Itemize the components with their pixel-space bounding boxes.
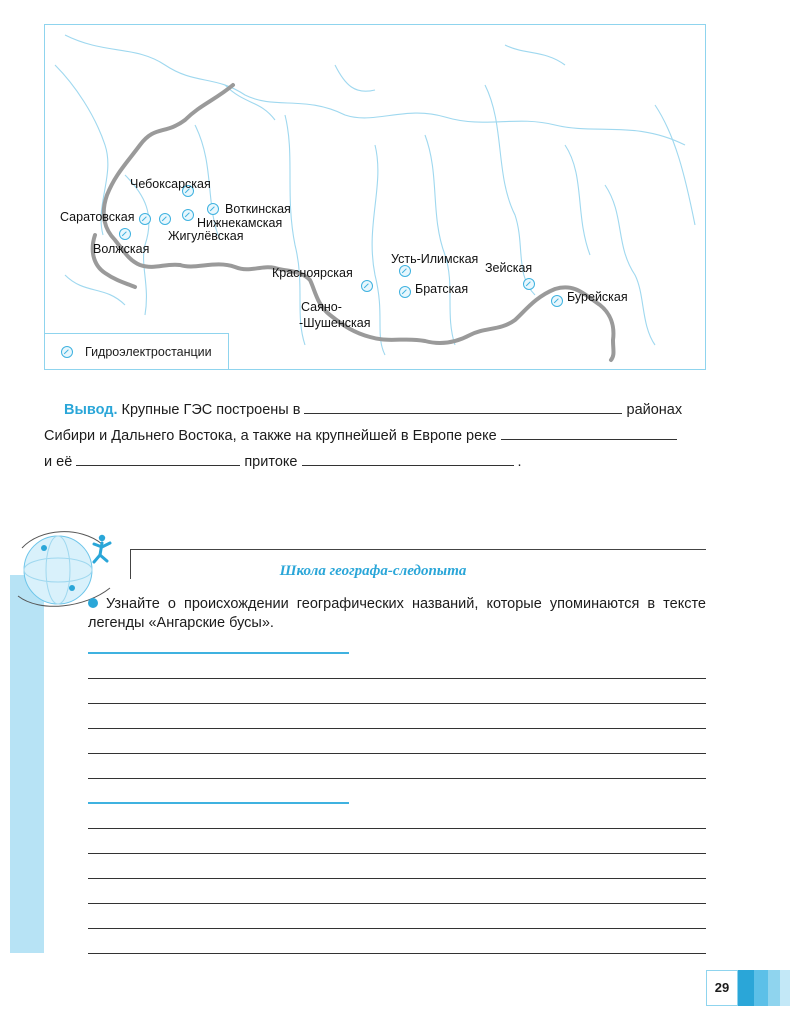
conclusion-text-2: районах [626, 402, 683, 418]
answer-line[interactable] [88, 828, 706, 829]
conclusion-text-4: и её [44, 454, 73, 470]
answer-line[interactable] [88, 778, 706, 779]
task-text [88, 595, 706, 633]
hes-marker-krasnoyarsk [361, 280, 373, 292]
page-strip-2 [754, 970, 768, 1006]
bullet-icon [88, 598, 98, 608]
hes-marker-saratov [139, 213, 151, 225]
page-strip-1 [738, 970, 754, 1006]
map-frame [44, 24, 706, 370]
map-legend [45, 333, 229, 369]
blank-tributary-name[interactable] [302, 455, 514, 466]
page-number-area [706, 970, 790, 1006]
label-ust-ilimskaya: Усть-Илимская [391, 252, 479, 266]
hes-legend-icon [61, 346, 73, 358]
hes-marker-bratsk [399, 286, 411, 298]
conclusion-text-6: . [517, 454, 522, 470]
answer-line[interactable] [88, 703, 706, 704]
legend-label: Гидроэлектростанции [85, 345, 212, 359]
answer-heading-line-1[interactable] [88, 652, 349, 654]
hes-marker-votkinsk [207, 203, 219, 215]
answer-heading-line-2[interactable] [88, 802, 349, 804]
hes-marker-bureya [551, 295, 563, 307]
label-sayano: Саяно- [301, 300, 342, 314]
blank-river[interactable] [501, 429, 677, 440]
hes-marker-ust-ilimsk [399, 265, 411, 277]
label-nizhnekamskaya: Нижнекамская [197, 216, 283, 230]
hes-marker-volzhskaya [119, 228, 131, 240]
answer-line[interactable] [88, 853, 706, 854]
label-zhigulevskaya: Жигулёвская [168, 229, 244, 243]
label-krasnoyarskaya: Красноярская [272, 266, 353, 280]
answer-line[interactable] [88, 878, 706, 879]
page-number: 29 [706, 970, 738, 1006]
russia-outline-map [45, 25, 706, 370]
answer-line[interactable] [88, 928, 706, 929]
answer-line[interactable] [88, 903, 706, 904]
conclusion-text-5: притоке [244, 454, 298, 470]
conclusion-lead: Вывод. [64, 402, 118, 418]
label-bureyskaya: Бурейская [567, 290, 628, 304]
side-decorative-band [10, 575, 44, 953]
page-strip-4 [780, 970, 790, 1006]
hes-marker-zhigulevsk [159, 213, 171, 225]
section-rule-horizontal [130, 549, 706, 550]
label-zeyskaya: Зейская [485, 261, 533, 275]
label-bratskaya: Братская [415, 282, 469, 296]
label-volzhskaya: Волжская [93, 242, 150, 256]
answer-line[interactable] [88, 728, 706, 729]
label-saratovskaya: Саратовская [60, 210, 135, 224]
page-strip-3 [768, 970, 780, 1006]
blank-tributary-adjective[interactable] [76, 455, 240, 466]
answer-line[interactable] [88, 953, 706, 954]
hes-marker-zeya [523, 278, 535, 290]
section-title: Школа географа-следопыта [279, 563, 467, 579]
answer-line[interactable] [88, 753, 706, 754]
conclusion-text-1: Крупные ГЭС построены в [121, 402, 301, 418]
task-text-content: Узнайте о происхождении географических названий, которые упоминаются в тексте легенды «Ангарские бусы». [88, 596, 706, 631]
label-shushenskaya: -Шушенская [299, 316, 371, 330]
hes-marker-nizhnekamsk [182, 209, 194, 221]
answer-line[interactable] [88, 678, 706, 679]
label-cheboksarskaya: Чебоксарская [130, 177, 211, 191]
blank-regions[interactable] [304, 403, 622, 414]
conclusion-text-3: Сибири и Дальнего Востока, а также на крупнейшей в Европе реке [44, 428, 497, 444]
label-votkinskaya: Воткинская [225, 202, 291, 216]
